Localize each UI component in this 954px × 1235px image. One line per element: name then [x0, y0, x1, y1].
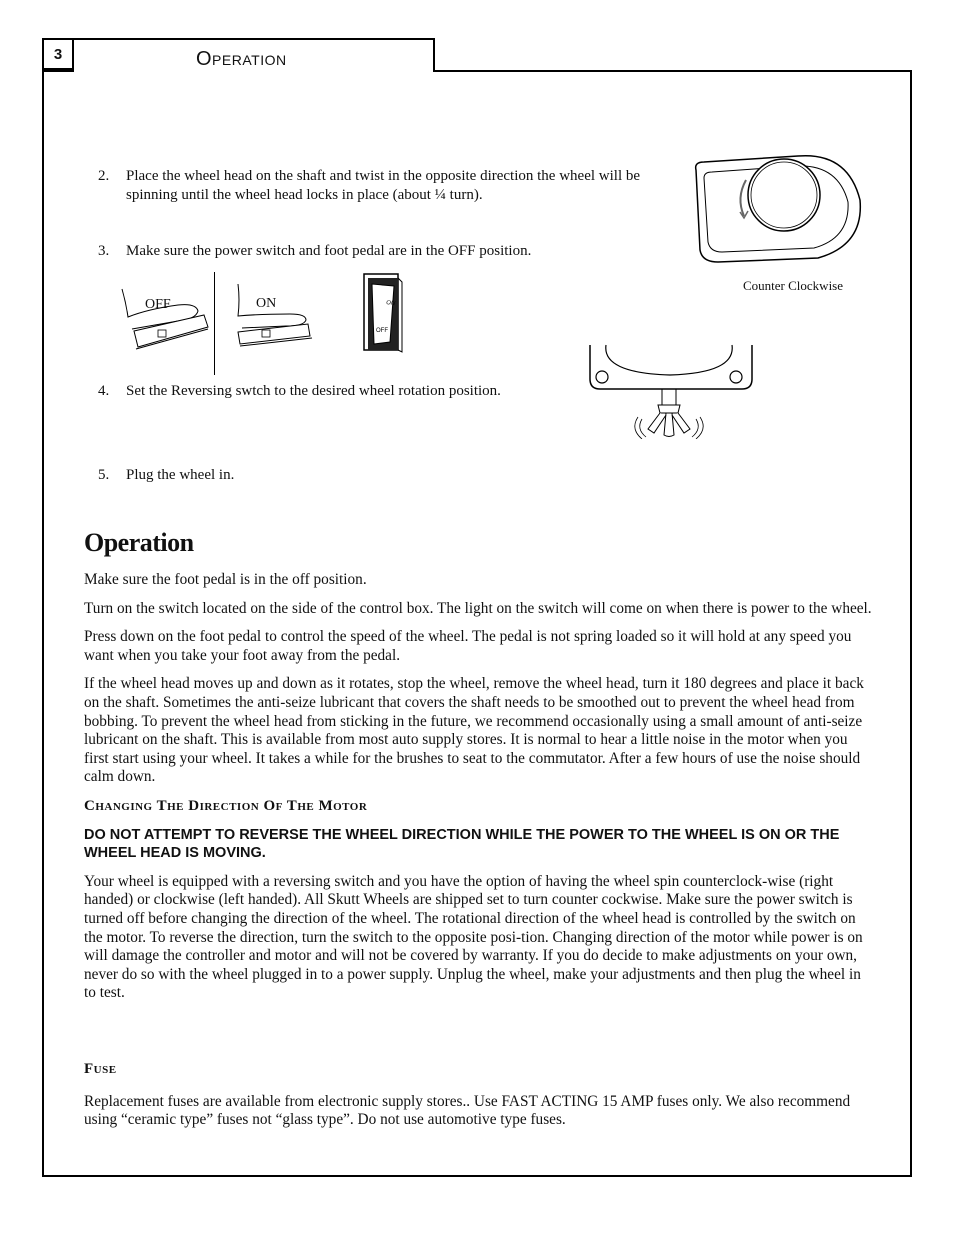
- pedal-on-label: ON: [256, 296, 277, 311]
- step-2: [98, 167, 671, 204]
- direction-heading: Changing The Direction Of The Motor: [84, 797, 368, 814]
- reversing-switch-illustration: [586, 343, 756, 439]
- operation-paragraph: Press down on the foot pedal to control the speed of the wheel. The pedal is not spring loaded so it will hold at any speed you want when you take your foot away from the pedal.: [84, 628, 852, 664]
- step-number: 5.: [98, 467, 110, 483]
- step-3: [98, 242, 671, 261]
- step-number: 2.: [98, 168, 110, 184]
- operation-body: [84, 571, 872, 1013]
- step-5: [98, 466, 671, 485]
- foot-pedal-off-illustration: [118, 283, 210, 353]
- operation-paragraph: Make sure the foot pedal is in the off position.: [84, 571, 367, 588]
- switch-off-text: OFF: [376, 328, 388, 334]
- section-title: Operation: [74, 38, 435, 72]
- page-number: 3: [42, 38, 74, 70]
- fuse-text: Replacement fuses are available from electronic supply stores.. Use FAST ACTING 15 AMP fuses only. We also recommend using “ceramic type” fuses not “glass type”. Do not use automotive type fuses.: [84, 1092, 851, 1129]
- fuse-section: [84, 1060, 872, 1140]
- pedal-off-label: OFF: [145, 297, 171, 312]
- operation-paragraph: If the wheel head moves up and down as it rotates, stop the wheel, remove the wheel head, turn it 180 degrees and place it back on the shaft. Sometimes the anti-seize lubricant that covers the shaft needs to be smoothed out to prevent the wheel head from bobbing. To prevent the wheel head from sticking in the future, we recommend occasionally using a small amount of anti-seize lubricant on the shaft. This is available from most auto supply stores. It is normal to hear a little noise in the motor when you first start using your wheel. It takes a while for the brushes to seat to the commutator. After a few hours of use the noise should calm down.: [84, 675, 864, 786]
- wheel-head-illustration: [688, 150, 868, 270]
- fuse-heading: Fuse: [84, 1061, 117, 1077]
- direction-text: Your wheel is equipped with a reversing switch and you have the option of having the wheel spin counterclock-wise (right handed) or clockwise (left handed). All Skutt Wheels are shipped set to turn counter cockwise. Make sure the power switch is turned off before changing the direction of the wheel. The rotational direction of the wheel head is controlled by the switch on the motor. To reverse the direction, turn the switch to the opposite posi-tion. Changing direction of the motor while power is on will damage the controller and motor and will not be covered by warranty. If you do decide to make adjustments on your own, never do so with the wheel plugged in to a power supply. Unplug the wheel, make your adjustments and then plug the wheel in to test.: [84, 872, 863, 1002]
- operation-paragraph: Turn on the switch located on the side of the control box. The light on the switch will come on when there is power to the wheel.: [84, 599, 872, 617]
- step-number: 4.: [98, 383, 110, 399]
- step-text: Plug the wheel in.: [126, 467, 235, 483]
- wheel-caption: Counter Clockwise: [743, 278, 844, 293]
- figure-divider: [214, 272, 215, 375]
- step-text: Make sure the power switch and foot pedal are in the OFF position.: [126, 243, 532, 259]
- foot-pedal-on-illustration: [230, 280, 322, 350]
- step-text: Place the wheel head on the shaft and twist in the opposite direction the wheel will be spinning until the wheel head locks in place (about ¼ turn).: [126, 168, 641, 203]
- direction-warning: DO NOT ATTEMPT TO REVERSE THE WHEEL DIRECTION WHILE THE POWER TO THE WHEEL IS ON OR THE WHEEL HEAD IS MOVING.: [84, 826, 840, 862]
- step-number: 3.: [98, 243, 110, 259]
- step-text: Set the Reversing swtch to the desired wheel rotation position.: [126, 383, 501, 399]
- rocker-switch-illustration: [362, 272, 406, 354]
- operation-heading: Operation: [84, 528, 194, 557]
- switch-on-text: ON: [385, 300, 396, 308]
